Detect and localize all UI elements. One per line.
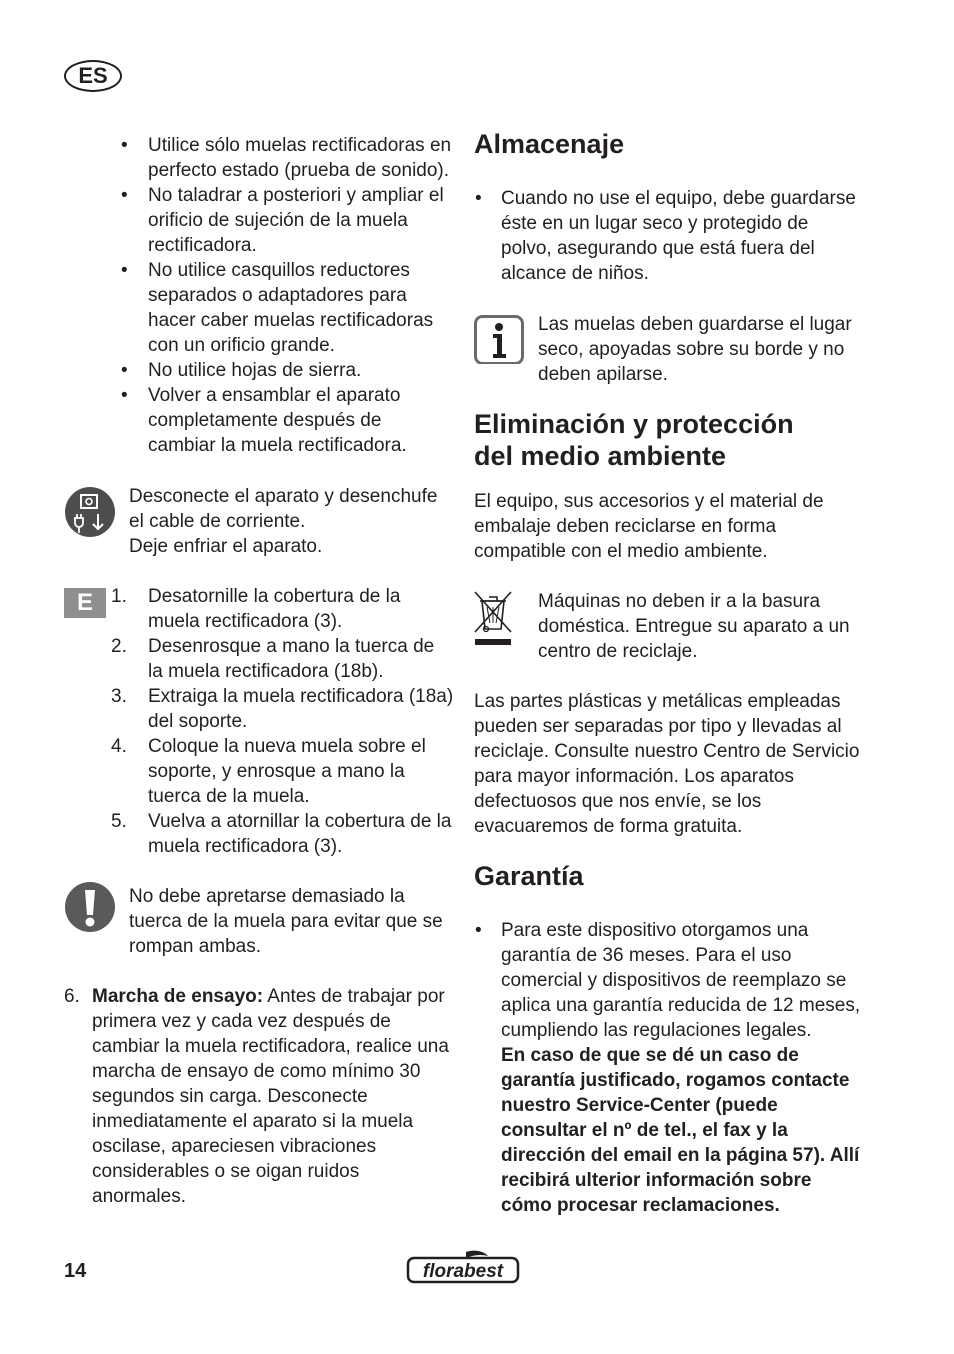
- list-item: • Volver a ensamblar el aparato completamente después de cambiar la muela rectificadora.: [121, 385, 407, 456]
- unplug-icon: [64, 486, 116, 545]
- unplug-note-line2: Deje enfriar el aparato.: [129, 536, 323, 557]
- test-run-heading: Marcha de ensayo:: [92, 986, 264, 1007]
- list-item: • Para este dispositivo otorgamos una garantía de 36 meses. Para el uso comercial y dispositivos de reemplazo se aplica una garantía reducida de 12 meses, cumpliendo las regulaciones legales. En caso de que se dé un caso de garantía justificado, rogamos contacte nuestro Service-Center (puede consultar el nº de tel., el fax y la dirección del email en la página 57). Allí recibirá ulterior información sobre cómo procesar reclamaciones.: [475, 920, 861, 1216]
- list-item: • No taladrar a posteriori y ampliar el orificio de sujeción de la muela rectificadora.: [121, 185, 444, 256]
- list-item: 1. Desatornille la cobertura de la muela rectificadora (3).: [111, 586, 401, 632]
- right-column: [474, 128, 864, 1218]
- warning-note-text: No debe apretarse demasiado la tuerca de la muela para evitar que se rompan ambas.: [129, 886, 443, 957]
- list-item: 3. Extraiga la muela rectificadora (18a) del soporte.: [111, 686, 454, 732]
- warranty-title: Garantía: [474, 861, 584, 891]
- recycling-paragraph: Las partes plásticas y metálicas empleadas pueden ser separadas por tipo y llevadas al reciclaje. Consulte nuestro Centro de Servicio para mayor información. Los aparatos defectuosos que nos envíe, se los evacuaremos de forma gratuita.: [474, 691, 860, 837]
- safety-bullet-list: [64, 133, 454, 458]
- language-badge: ES: [64, 60, 122, 92]
- steps-list: [64, 584, 454, 859]
- florabest-logo: [406, 1250, 520, 1284]
- weee-note: [474, 589, 864, 664]
- exclamation-icon: [64, 881, 116, 940]
- warranty-bullets: [474, 918, 864, 1218]
- disposal-paragraph: El equipo, sus accesorios y el material de embalaje deben reciclarse en forma compatible con el medio ambiente.: [474, 491, 824, 562]
- storage-title: Almacenaje: [474, 129, 625, 159]
- storage-bullets: [474, 186, 864, 286]
- replacement-steps: [64, 584, 454, 859]
- test-run-step: 6. Marcha de ensayo: Antes de trabajar por primera vez y cada vez después de cambiar la muela rectificadora, realice una marcha de ensayo de como mínimo 30 segundos sin carga. Desconecte inmediatamente el aparato si la muela oscilase, apareciesen vibraciones considerables o se oigan ruidos anormales.: [64, 986, 449, 1207]
- unplug-note-line1: Desconecte el aparato y desenchufe el cable de corriente.: [129, 486, 438, 532]
- list-item: 5. Vuelva a atornillar la cobertura de la muela rectificadora (3).: [111, 811, 452, 857]
- list-item: • No utilice casquillos reductores separados o adaptadores para hacer caber muelas rectificadoras con un orificio grande.: [121, 260, 434, 356]
- svg-text:florabest: florabest: [422, 1261, 504, 1282]
- list-item: 4. Coloque la nueva muela sobre el soporte, y enrosque a mano la tuerca de la muela.: [111, 736, 426, 807]
- unplug-note: [64, 484, 454, 559]
- page-number: 14: [64, 1260, 87, 1282]
- test-run-text: Antes de trabajar por primera vez y cada vez después de cambiar la muela rectificadora, realice una marcha de ensayo de como mínimo 30 segundos sin carga. Desconecte inmediatamente el aparato si la muela oscilase, apareciesen vibraciones considerables o se oigan ruidos anormales.: [92, 986, 449, 1207]
- list-item: • Utilice sólo muelas rectificadoras en perfecto estado (prueba de sonido).: [121, 135, 452, 181]
- left-column: [64, 133, 454, 1209]
- info-icon: [474, 312, 526, 371]
- warning-note: [64, 884, 454, 959]
- storage-info-note: [474, 312, 864, 387]
- section-letter-badge: E: [64, 588, 106, 618]
- crossed-bin-icon: [472, 589, 516, 654]
- disposal-title: Eliminación y protección del medio ambiente: [474, 409, 794, 471]
- list-item: • No utilice hojas de sierra.: [121, 360, 362, 381]
- warranty-service-text: En caso de que se dé un caso de garantía justificado, rogamos contacte nuestro Service-Center (puede consultar el nº de tel., el fax y la dirección del email en la página 57). Allí recibirá ulterior información sobre cómo procesar reclamaciones.: [501, 1045, 860, 1216]
- list-item: 2. Desenrosque a mano la tuerca de la muela rectificadora (18b).: [111, 636, 435, 682]
- list-item: • Cuando no use el equipo, debe guardarse éste en un lugar seco y protegido de polvo, asegurando que está fuera del alcance de niños.: [475, 188, 856, 284]
- weee-note-text: Máquinas no deben ir a la basura doméstica. Entregue su aparato a un centro de reciclaje.: [538, 591, 850, 662]
- storage-info-text: Las muelas deben guardarse el lugar seco, apoyadas sobre su borde y no deben apilarse.: [538, 314, 852, 385]
